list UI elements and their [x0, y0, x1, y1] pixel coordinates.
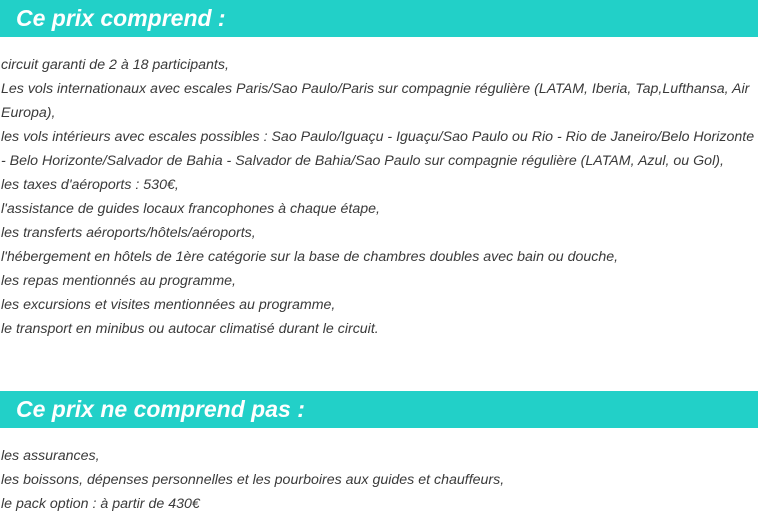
list-item: le transport en minibus ou autocar climatisé durant le circuit.	[1, 321, 379, 337]
list-item: les vols intérieurs avec escales possibles : Sao Paulo/Iguaçu - Iguaçu/Sao Paulo ou Rio - Rio de Janeiro/Belo Horizonte - Belo Horizonte/Salvador de Bahia - Salvador de Bahia/Sao Paulo sur compagnie régulière (LATAM, Azul, ou Gol),	[1, 129, 755, 169]
list-item: circuit garanti de 2 à 18 participants,	[1, 57, 229, 73]
excludes-list	[1, 444, 757, 516]
list-item: les excursions et visites mentionnées au programme,	[1, 297, 336, 313]
list-item: Les vols internationaux avec escales Paris/Sao Paulo/Paris sur compagnie régulière (LATAM, Iberia, Tap,Lufthansa, Air Europa),	[1, 81, 750, 121]
includes-list	[1, 53, 757, 341]
list-item: les taxes d'aéroports : 530€,	[1, 177, 179, 193]
list-item: les assurances,	[1, 448, 100, 464]
includes-section-title: Ce prix comprend :	[0, 0, 758, 37]
list-item: les boissons, dépenses personnelles et les pourboires aux guides et chauffeurs,	[1, 472, 505, 488]
list-item: le pack option : à partir de 430€	[1, 496, 200, 512]
list-item: l'assistance de guides locaux francophones à chaque étape,	[1, 201, 380, 217]
list-item: les transferts aéroports/hôtels/aéroports,	[1, 225, 256, 241]
list-item: les repas mentionnés au programme,	[1, 273, 237, 289]
list-item: l'hébergement en hôtels de 1ère catégorie sur la base de chambres doubles avec bain ou douche,	[1, 249, 619, 265]
excludes-section-title: Ce prix ne comprend pas :	[0, 391, 758, 428]
